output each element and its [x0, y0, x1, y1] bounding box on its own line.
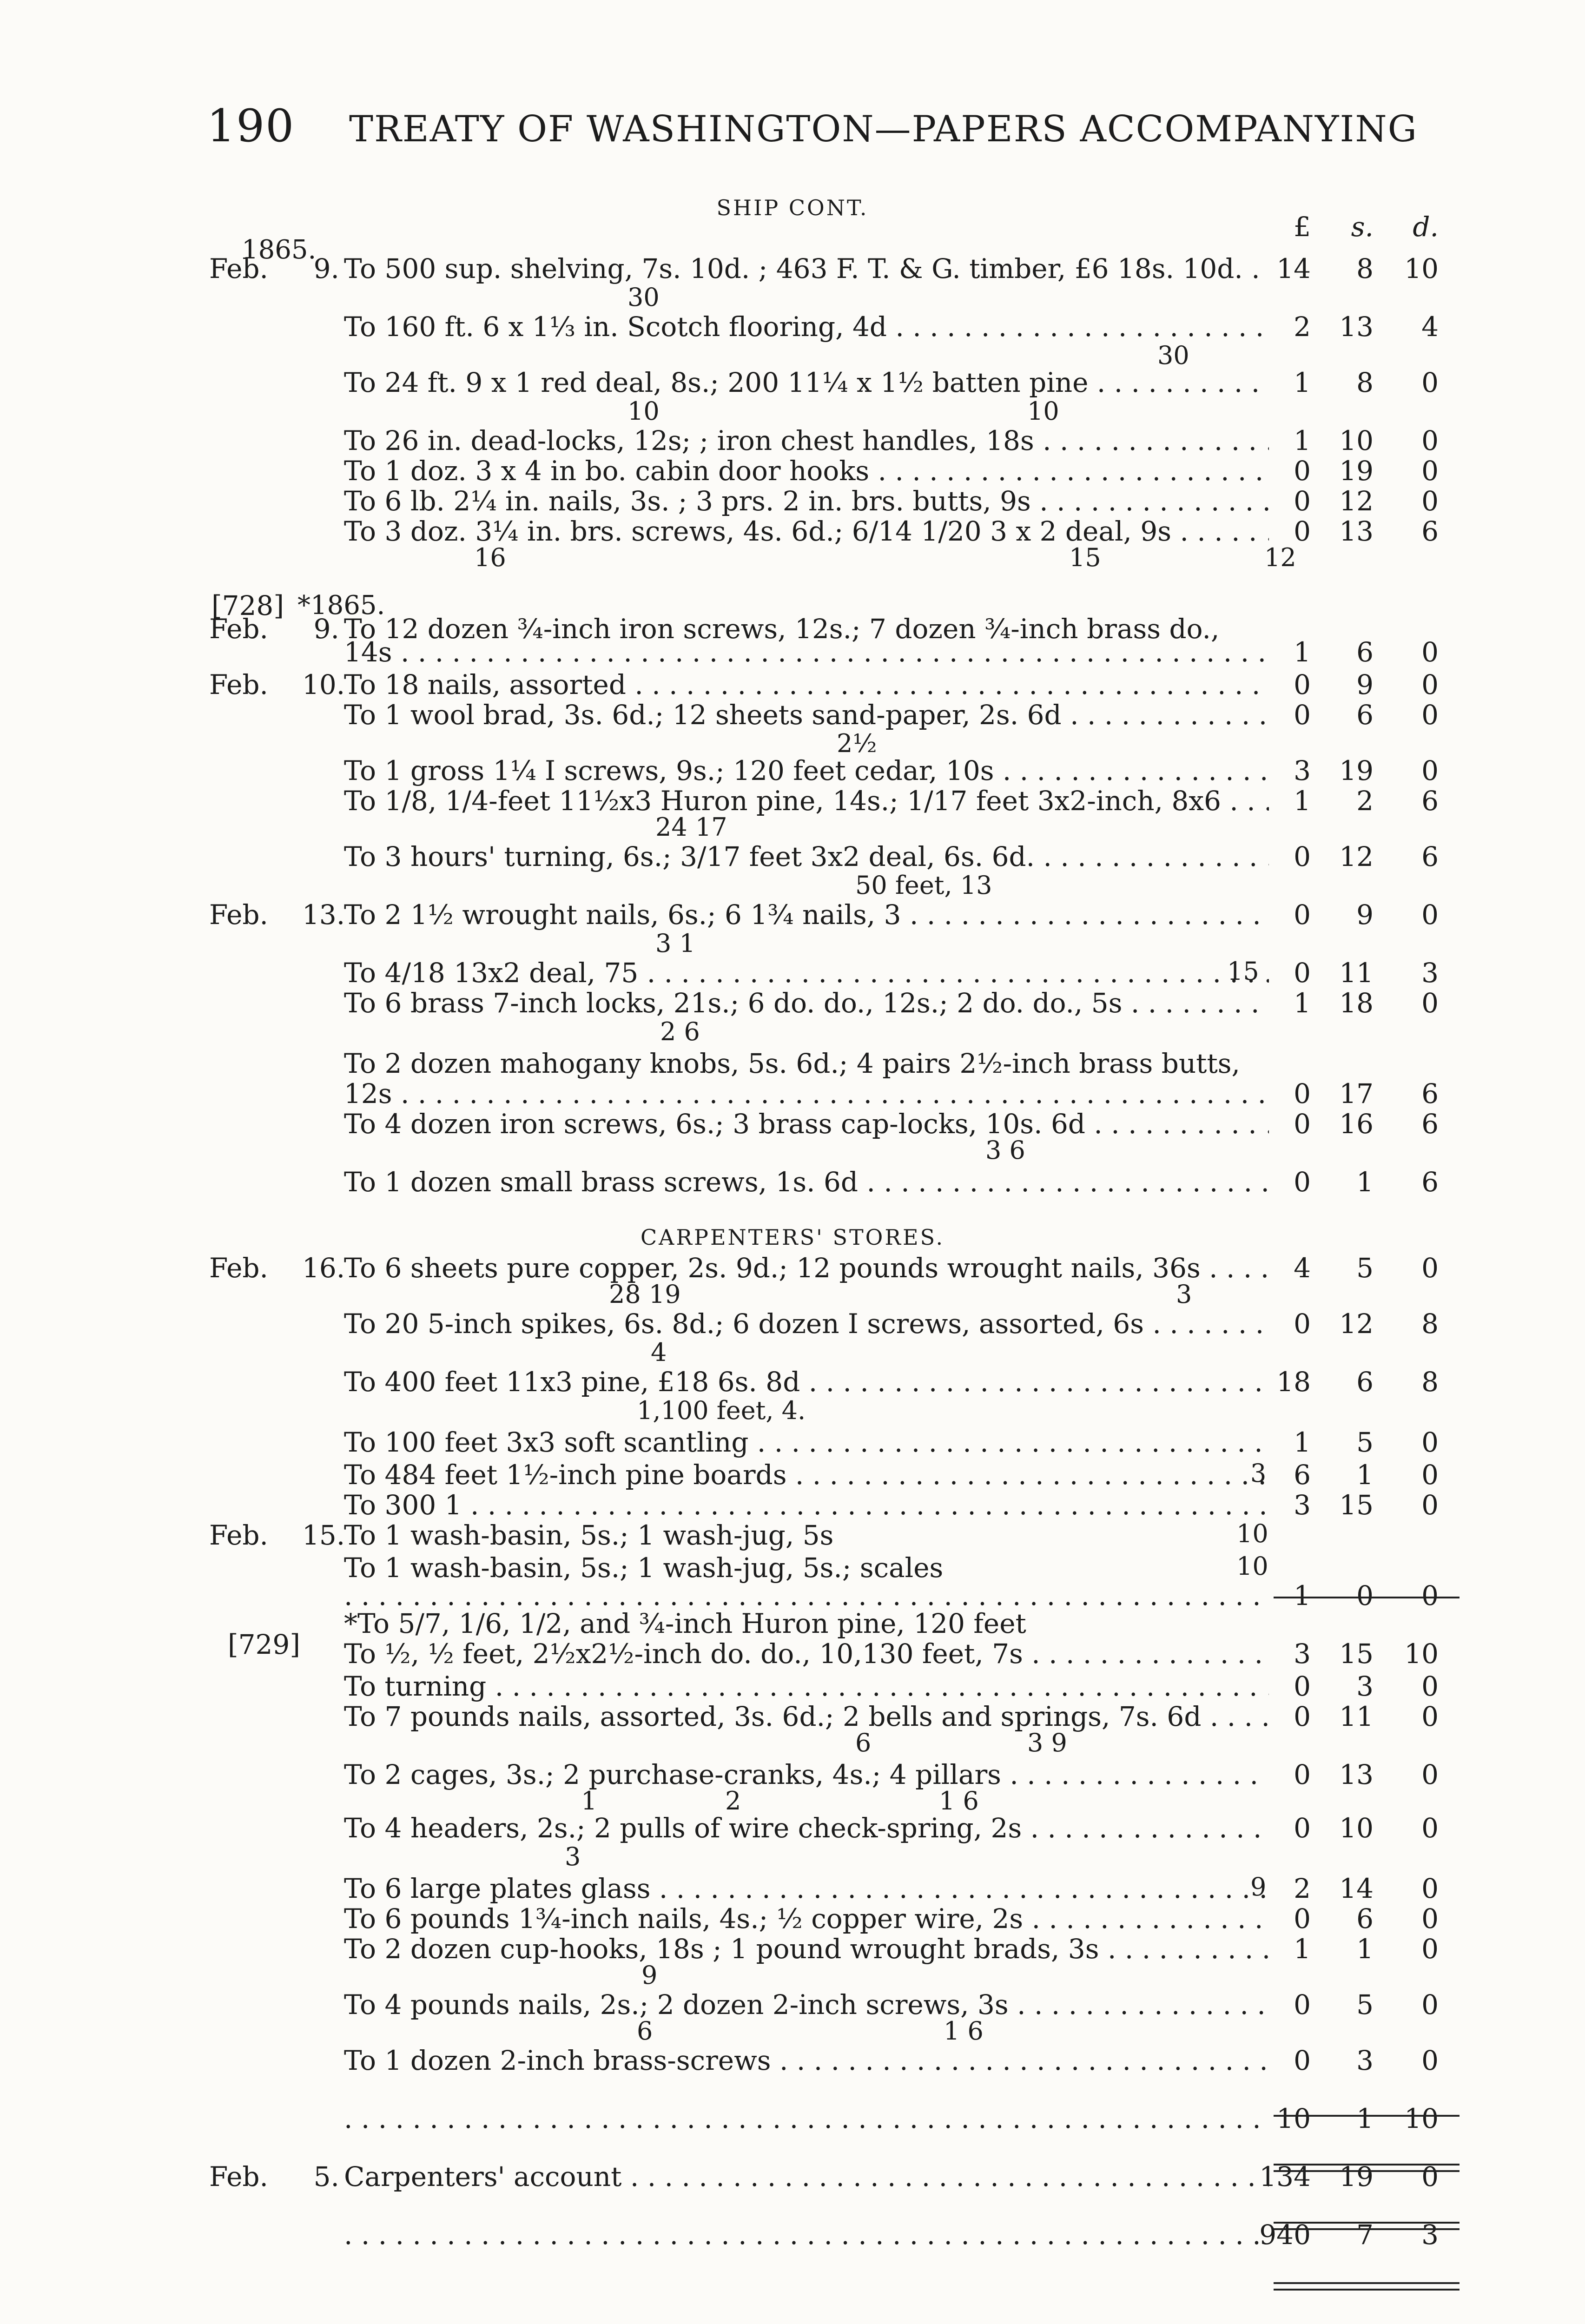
entry-pounds: 0	[1294, 1812, 1311, 1844]
entry-pence: 6	[1421, 1108, 1439, 1140]
interlinear-note: 10	[1236, 1552, 1268, 1581]
entry-shillings: 13	[1339, 311, 1374, 343]
entry-shillings: 12	[1339, 1308, 1374, 1340]
ledger-entry	[0, 1989, 1585, 2020]
interlinear-note: 6	[855, 1728, 872, 1757]
ledger-entry	[0, 2045, 1585, 2076]
entry-pounds: 0	[1294, 699, 1311, 731]
entry-shillings: 1	[1356, 1166, 1374, 1198]
entry-pence: 8	[1421, 1366, 1439, 1398]
entry-shillings: 8	[1356, 253, 1374, 284]
entry-pence: 0	[1421, 1812, 1439, 1844]
entry-pounds: 0	[1294, 1701, 1311, 1732]
entry-shillings: 1	[1356, 1459, 1374, 1491]
entry-description: To 1 dozen 2-inch brass-screws . . .	[344, 2045, 1269, 2076]
ledger-entry	[0, 700, 1585, 730]
ledger-entry	[0, 1813, 1585, 1843]
entry-shillings: 15	[1339, 1489, 1374, 1521]
entry-description: To 1 doz. 3 x 4 in bo. cabin door hooks . . .	[344, 456, 1269, 486]
entry-pence: 0	[1421, 2045, 1439, 2076]
entry-pounds: 1	[1294, 785, 1311, 817]
entry-description: To 7 pounds nails, assorted, 3s. 6d.; 2 bells and springs, 7s. 6d . . .	[344, 1701, 1269, 1732]
ledger-entry	[0, 786, 1585, 816]
entry-pence: 6	[1421, 515, 1439, 547]
entry-shillings: 11	[1339, 1701, 1374, 1732]
entry-shillings: 5	[1356, 1989, 1374, 2020]
subtotal-double-rule	[1274, 2164, 1460, 2172]
entry-description	[344, 2219, 1269, 2250]
entry-shillings: 8	[1356, 367, 1374, 398]
ledger-entry	[0, 1934, 1585, 1964]
pounds-header: £	[1294, 211, 1311, 243]
entry-pence: 4	[1421, 311, 1439, 343]
ledger-entry	[0, 1520, 1585, 1551]
entry-pounds: 134	[1259, 2161, 1311, 2192]
entry-shillings: 3	[1356, 2045, 1374, 2076]
entry-description: To 6 lb. 2¼ in. nails, 3s. ; 3 prs. 2 in. brs. butts, 9s . . .	[344, 486, 1269, 516]
ledger-entry	[0, 957, 1585, 988]
entry-pence: 0	[1421, 987, 1439, 1019]
entry-shillings: 13	[1339, 1759, 1374, 1790]
entry-shillings: 19	[1339, 2161, 1374, 2192]
entry-description: To 3 hours' turning, 6s.; 3/17 feet 3x2 deal, 6s. 6d. . . .	[344, 841, 1269, 872]
entry-pence: 10	[1404, 253, 1439, 284]
entry-pounds: 0	[1294, 669, 1311, 700]
ledger-entry	[0, 669, 1585, 700]
interlinear-note: 30	[1157, 341, 1189, 370]
entry-pounds: 0	[1294, 1308, 1311, 1340]
ledger-entry	[0, 1078, 1585, 1109]
entry-shillings: 6	[1356, 636, 1374, 668]
entry-description: To 1 gross 1¼ I screws, 9s.; 120 feet cedar, 10s . . .	[344, 755, 1269, 786]
entry-pence: 0	[1421, 485, 1439, 517]
ledger-entry	[0, 1580, 1585, 1611]
entry-description: To 4 dozen iron screws, 6s.; 3 brass cap-locks, 10s. 6d . . .	[344, 1109, 1269, 1139]
entry-pounds: 3	[1294, 755, 1311, 786]
entry-month: Feb.	[209, 613, 268, 645]
ledger-entry	[0, 899, 1585, 930]
entry-pounds: 0	[1294, 1670, 1311, 1702]
entry-month: Feb.	[209, 253, 268, 284]
interlinear-note: 28 19	[609, 1280, 681, 1309]
ledger-entry	[0, 1873, 1585, 1904]
entry-pounds: 6	[1294, 1459, 1311, 1491]
entry-pounds: 940	[1259, 2219, 1311, 2251]
subtotal-rule	[1274, 2115, 1460, 2117]
entry-description: To 300 1 . . .	[344, 1490, 1269, 1520]
entry-pence: 0	[1421, 1933, 1439, 1965]
ledger-entry	[0, 841, 1585, 872]
ledger-entry	[0, 311, 1585, 342]
year: 1865.	[242, 235, 317, 265]
entry-shillings: 15	[1339, 1638, 1374, 1670]
ledger-entry	[0, 516, 1585, 547]
entry-day: 15.	[302, 1519, 345, 1551]
section-title-ship-cont: SHIP CONT.	[716, 195, 869, 220]
entry-shillings: 14	[1339, 1873, 1374, 1904]
ledger-entry	[0, 253, 1585, 284]
entry-description: To 18 nails, assorted . . .	[344, 669, 1269, 700]
entry-pounds: 1	[1294, 1580, 1311, 1611]
entry-pence: 0	[1421, 636, 1439, 668]
entry-pence: 0	[1421, 899, 1439, 931]
entry-description: To 1/8, 1/4-feet 11½x3 Huron pine, 14s.; 1/17 feet 3x2-inch, 8x6 . . .	[344, 786, 1269, 816]
entry-day: 9.	[313, 253, 339, 284]
entry-description: To 484 feet 1½-inch pine boards . . .	[344, 1459, 1269, 1490]
entry-shillings: 13	[1339, 515, 1374, 547]
entry-pence: 8	[1421, 1308, 1439, 1340]
ledger-entry	[0, 1490, 1585, 1520]
ledger-entry	[0, 1308, 1585, 1339]
interlinear-note: 2½	[837, 729, 877, 758]
entry-description: To 100 feet 3x3 soft scantling . . .	[344, 1427, 1269, 1458]
entry-pence: 6	[1421, 1078, 1439, 1109]
entry-description: To 24 ft. 9 x 1 red deal, 8s.; 200 11¼ x 1½ batten pine . . .	[344, 367, 1269, 398]
entry-pounds: 14	[1276, 253, 1311, 284]
entry-shillings: 2	[1356, 785, 1374, 817]
interlinear-note: 3	[565, 1842, 581, 1871]
ledger-entry	[0, 1671, 1585, 1702]
interlinear-note: 1,100 feet, 4.	[637, 1396, 806, 1425]
entry-shillings: 7	[1356, 2219, 1374, 2251]
entry-shillings: 9	[1356, 899, 1374, 931]
ledger-entry	[0, 1903, 1585, 1934]
entry-pence: 3	[1421, 957, 1439, 989]
pence-header: d.	[1413, 211, 1439, 243]
ledger-entry	[0, 1552, 1585, 1583]
entry-pence: 0	[1421, 1489, 1439, 1521]
entry-shillings: 16	[1339, 1108, 1374, 1140]
entry-pence: 0	[1421, 755, 1439, 786]
section-title-carpenters-stores: CARPENTERS' STORES.	[640, 1225, 945, 1250]
entry-pounds: 0	[1294, 1078, 1311, 1109]
entry-description: Carpenters' account . . .	[344, 2161, 1269, 2192]
entry-day: 9.	[313, 613, 339, 645]
interlinear-note: 3 1	[655, 929, 695, 958]
entry-shillings: 6	[1356, 1903, 1374, 1934]
entry-pounds: 0	[1294, 455, 1311, 487]
ledger-entry	[0, 1048, 1585, 1079]
entry-pounds: 0	[1294, 2045, 1311, 2076]
entry-pence: 0	[1421, 1252, 1439, 1284]
entry-pence: 0	[1421, 455, 1439, 487]
entry-description: To 1 wool brad, 3s. 6d.; 12 sheets sand-paper, 2s. 6d . . .	[344, 700, 1269, 730]
interlinear-note: 2	[725, 1786, 741, 1816]
entry-shillings: 12	[1339, 485, 1374, 517]
ledger-entry	[0, 1167, 1585, 1197]
entry-month: Feb.	[209, 669, 268, 700]
entry-description: To 2 cages, 3s.; 2 purchase-cranks, 4s.; 4 pillars . . .	[344, 1759, 1269, 1790]
entry-pence: 0	[1421, 1670, 1439, 1702]
subtotal-rule	[1274, 1597, 1460, 1598]
interlinear-note: 6	[637, 2016, 653, 2046]
entry-pence: 0	[1421, 2161, 1439, 2192]
entry-shillings: 3	[1356, 1670, 1374, 1702]
entry-day: 16.	[302, 1252, 345, 1284]
entry-pence: 10	[1404, 1638, 1439, 1670]
entry-description: To 500 sup. shelving, 7s. 10d. ; 463 F. T. & G. timber, £6 18s. 10d. . . .	[344, 253, 1269, 284]
ledger-entry	[0, 1701, 1585, 1732]
interlinear-note: 1 6	[939, 1786, 979, 1816]
entry-day: 5.	[313, 2161, 339, 2192]
entry-pounds: 3	[1294, 1638, 1311, 1670]
entry-pounds: 0	[1294, 485, 1311, 517]
interlinear-note: 16	[474, 543, 506, 572]
entry-description: 14s . . .	[344, 637, 1269, 667]
entry-pounds: 1	[1294, 1426, 1311, 1458]
entry-pence: 0	[1421, 425, 1439, 456]
interlinear-note: 50 feet, 13	[855, 871, 992, 900]
entry-pounds: 0	[1294, 515, 1311, 547]
entry-shillings: 10	[1339, 1812, 1374, 1844]
entry-pounds: 2	[1294, 1873, 1311, 1904]
entry-shillings: 0	[1356, 1580, 1374, 1611]
entry-pounds: 0	[1294, 957, 1311, 989]
ledger-entry	[0, 2103, 1585, 2134]
entry-pounds: 0	[1294, 1166, 1311, 1198]
entry-shillings: 1	[1356, 1933, 1374, 1965]
entry-pounds: 0	[1294, 1108, 1311, 1140]
entry-pence: 0	[1421, 1580, 1439, 1611]
entry-pence: 6	[1421, 1166, 1439, 1198]
ledger-entry	[0, 456, 1585, 486]
shillings-header: s.	[1351, 211, 1374, 243]
entry-pence: 0	[1421, 669, 1439, 700]
entry-pence: 6	[1421, 785, 1439, 817]
entry-shillings: 5	[1356, 1252, 1374, 1284]
entry-day: 10.	[302, 669, 345, 700]
interlinear-note: 1	[581, 1786, 597, 1816]
entry-description: To 4 pounds nails, 2s.; 2 dozen 2-inch screws, 3s . . .	[344, 1989, 1269, 2020]
entry-pence: 0	[1421, 1989, 1439, 2020]
interlinear-note: 4	[651, 1338, 667, 1367]
page-header	[207, 100, 1418, 152]
interlinear-note: 15	[1227, 957, 1259, 986]
interlinear-note: 3	[1250, 1459, 1267, 1488]
entry-month: Feb.	[209, 899, 268, 931]
entry-description: To 4/18 13x2 deal, 75 . . .	[344, 957, 1269, 988]
entry-shillings: 17	[1339, 1078, 1374, 1109]
ledger-entry	[0, 1367, 1585, 1397]
entry-description: To 4 headers, 2s.; 2 pulls of wire check-spring, 2s . . .	[344, 1813, 1269, 1843]
entry-pence: 0	[1421, 1903, 1439, 1934]
entry-pence: 6	[1421, 841, 1439, 872]
interlinear-note: 2 6	[660, 1017, 700, 1046]
entry-pounds: 0	[1294, 1759, 1311, 1790]
entry-shillings: 12	[1339, 841, 1374, 872]
entry-description: To 1 wash-basin, 5s.; 1 wash-jug, 5s	[344, 1520, 834, 1551]
page-number: 190	[207, 100, 295, 152]
entry-description	[344, 2103, 1269, 2134]
entry-pence: 0	[1421, 1701, 1439, 1732]
ledger-entry	[0, 988, 1585, 1018]
entry-description: To 1 dozen small brass screws, 1s. 6d . . .	[344, 1167, 1269, 1197]
entry-pounds: 1	[1294, 367, 1311, 398]
page-reference-row	[0, 1629, 1585, 1660]
entry-description: To 6 large plates glass . . .	[344, 1873, 1269, 1904]
entry-pence: 0	[1421, 1873, 1439, 1904]
entry-description: To 400 feet 11x3 pine, £18 6s. 8d . . .	[344, 1367, 1269, 1397]
ledger-entry	[0, 367, 1585, 398]
ledger-entry	[0, 1759, 1585, 1790]
entry-pence: 0	[1421, 1426, 1439, 1458]
page-reference-729: [729]	[228, 1629, 300, 1660]
entry-description: To 6 sheets pure copper, 2s. 9d.; 12 pounds wrought nails, 36s . . .	[344, 1253, 1269, 1283]
subtotal-double-rule	[1274, 2222, 1460, 2230]
interlinear-note: 3 9	[1027, 1728, 1067, 1757]
page-reference-728: [728]	[211, 590, 284, 621]
entry-description: To 1 wash-basin, 5s.; 1 wash-jug, 5s.; scales	[344, 1552, 944, 1583]
ledger-entry	[0, 1253, 1585, 1283]
entry-shillings: 10	[1339, 425, 1374, 456]
entry-shillings: 5	[1356, 1426, 1374, 1458]
interlinear-note: 10	[627, 396, 660, 426]
interlinear-note: 30	[627, 283, 660, 312]
entry-shillings: 6	[1356, 699, 1374, 731]
entry-pounds: 0	[1294, 1989, 1311, 2020]
year-row-728	[0, 590, 1585, 621]
total-double-rule	[1274, 2282, 1460, 2291]
interlinear-note: 10	[1236, 1519, 1268, 1548]
entry-description: To 2 1½ wrought nails, 6s.; 6 1¾ nails, 3 . . .	[344, 899, 1269, 930]
interlinear-note: 15	[1069, 543, 1101, 572]
entry-shillings: 9	[1356, 669, 1374, 700]
ledger-entry	[0, 637, 1585, 667]
ledger-entry	[0, 755, 1585, 786]
entry-description: To 6 brass 7-inch locks, 21s.; 6 do. do., 12s.; 2 do. do., 5s . . .	[344, 988, 1269, 1018]
entry-pounds: 3	[1294, 1489, 1311, 1521]
entry-pounds: 0	[1294, 899, 1311, 931]
entry-pence: 0	[1421, 1459, 1439, 1491]
entry-description: To 2 dozen cup-hooks, 18s ; 1 pound wrought brads, 3s . . .	[344, 1934, 1269, 1964]
entry-pounds: 18	[1276, 1366, 1311, 1398]
interlinear-note: 3	[1176, 1280, 1192, 1309]
entry-pence: 0	[1421, 699, 1439, 731]
interlinear-note: 9	[1250, 1872, 1267, 1901]
entry-pounds: 1	[1294, 987, 1311, 1019]
entry-pence: 0	[1421, 367, 1439, 398]
entry-pence: 10	[1404, 2103, 1439, 2134]
entry-description: To turning . . .	[344, 1671, 1269, 1702]
entry-month: Feb.	[209, 1252, 268, 1284]
entry-description: To 26 in. dead-locks, 12s; ; iron chest handles, 18s . . .	[344, 425, 1269, 456]
year: *1865.	[297, 590, 385, 621]
entry-pounds: 1	[1294, 1933, 1311, 1965]
entry-pence: 3	[1421, 2219, 1439, 2251]
entry-shillings: 19	[1339, 455, 1374, 487]
entry-month: Feb.	[209, 2161, 268, 2192]
ledger-entry	[0, 1109, 1585, 1139]
entry-shillings: 19	[1339, 755, 1374, 786]
interlinear-note: 1 6	[944, 2016, 984, 2046]
entry-description: To 20 5-inch spikes, 6s. 8d.; 6 dozen I screws, assorted, 6s . . .	[344, 1308, 1269, 1339]
entry-description: To 12 dozen ¾-inch iron screws, 12s.; 7 dozen ¾-inch brass do.,	[344, 614, 1220, 644]
entry-pence: 0	[1421, 1759, 1439, 1790]
entry-month: Feb.	[209, 1519, 268, 1551]
entry-description: 12s . . .	[344, 1078, 1269, 1109]
entry-pounds: 0	[1294, 1903, 1311, 1934]
entry-pounds: 1	[1294, 636, 1311, 668]
interlinear-note: 10	[1027, 396, 1059, 426]
ledger-entry	[0, 1427, 1585, 1458]
entry-shillings: 1	[1356, 2103, 1374, 2134]
entry-shillings: 18	[1339, 987, 1374, 1019]
interlinear-note: 3 6	[985, 1136, 1025, 1165]
entry-pounds: 2	[1294, 311, 1311, 343]
ledger-entry	[0, 486, 1585, 516]
entry-pounds: 4	[1294, 1252, 1311, 1284]
entry-description: To 160 ft. 6 x 1⅓ in. Scotch flooring, 4d . . .	[344, 311, 1269, 342]
page-title: TREATY OF WASHINGTON—PAPERS ACCOMPANYING	[349, 108, 1418, 150]
interlinear-note: 12	[1264, 543, 1296, 572]
interlinear-note: 9	[641, 1961, 658, 1990]
entry-description: *To 5/7, 1/6, 1/2, and ¾-inch Huron pine, 120 feet	[344, 1608, 1026, 1639]
entry-description	[344, 1580, 1269, 1611]
entry-description: To 6 pounds 1¾-inch nails, 4s.; ½ copper wire, 2s . . .	[344, 1903, 1269, 1934]
ledger-entry	[0, 425, 1585, 456]
entry-pounds: 10	[1276, 2103, 1311, 2134]
ledger-entry	[0, 1459, 1585, 1490]
entry-pounds: 1	[1294, 425, 1311, 456]
entry-description: To ½, ½ feet, 2½x2½-inch do. do., 10,130 feet, 7s . . .	[344, 1638, 1269, 1669]
entry-pounds: 0	[1294, 841, 1311, 872]
entry-day: 13.	[302, 899, 345, 931]
interlinear-note: 24 17	[655, 812, 727, 842]
entry-description: To 2 dozen mahogany knobs, 5s. 6d.; 4 pairs 2½-inch brass butts,	[344, 1048, 1240, 1079]
entry-description: To 3 doz. 3¼ in. brs. screws, 4s. 6d.; 6/14 1/20 3 x 2 deal, 9s . . .	[344, 516, 1269, 547]
entry-shillings: 6	[1356, 1366, 1374, 1398]
entry-shillings: 11	[1339, 957, 1374, 989]
